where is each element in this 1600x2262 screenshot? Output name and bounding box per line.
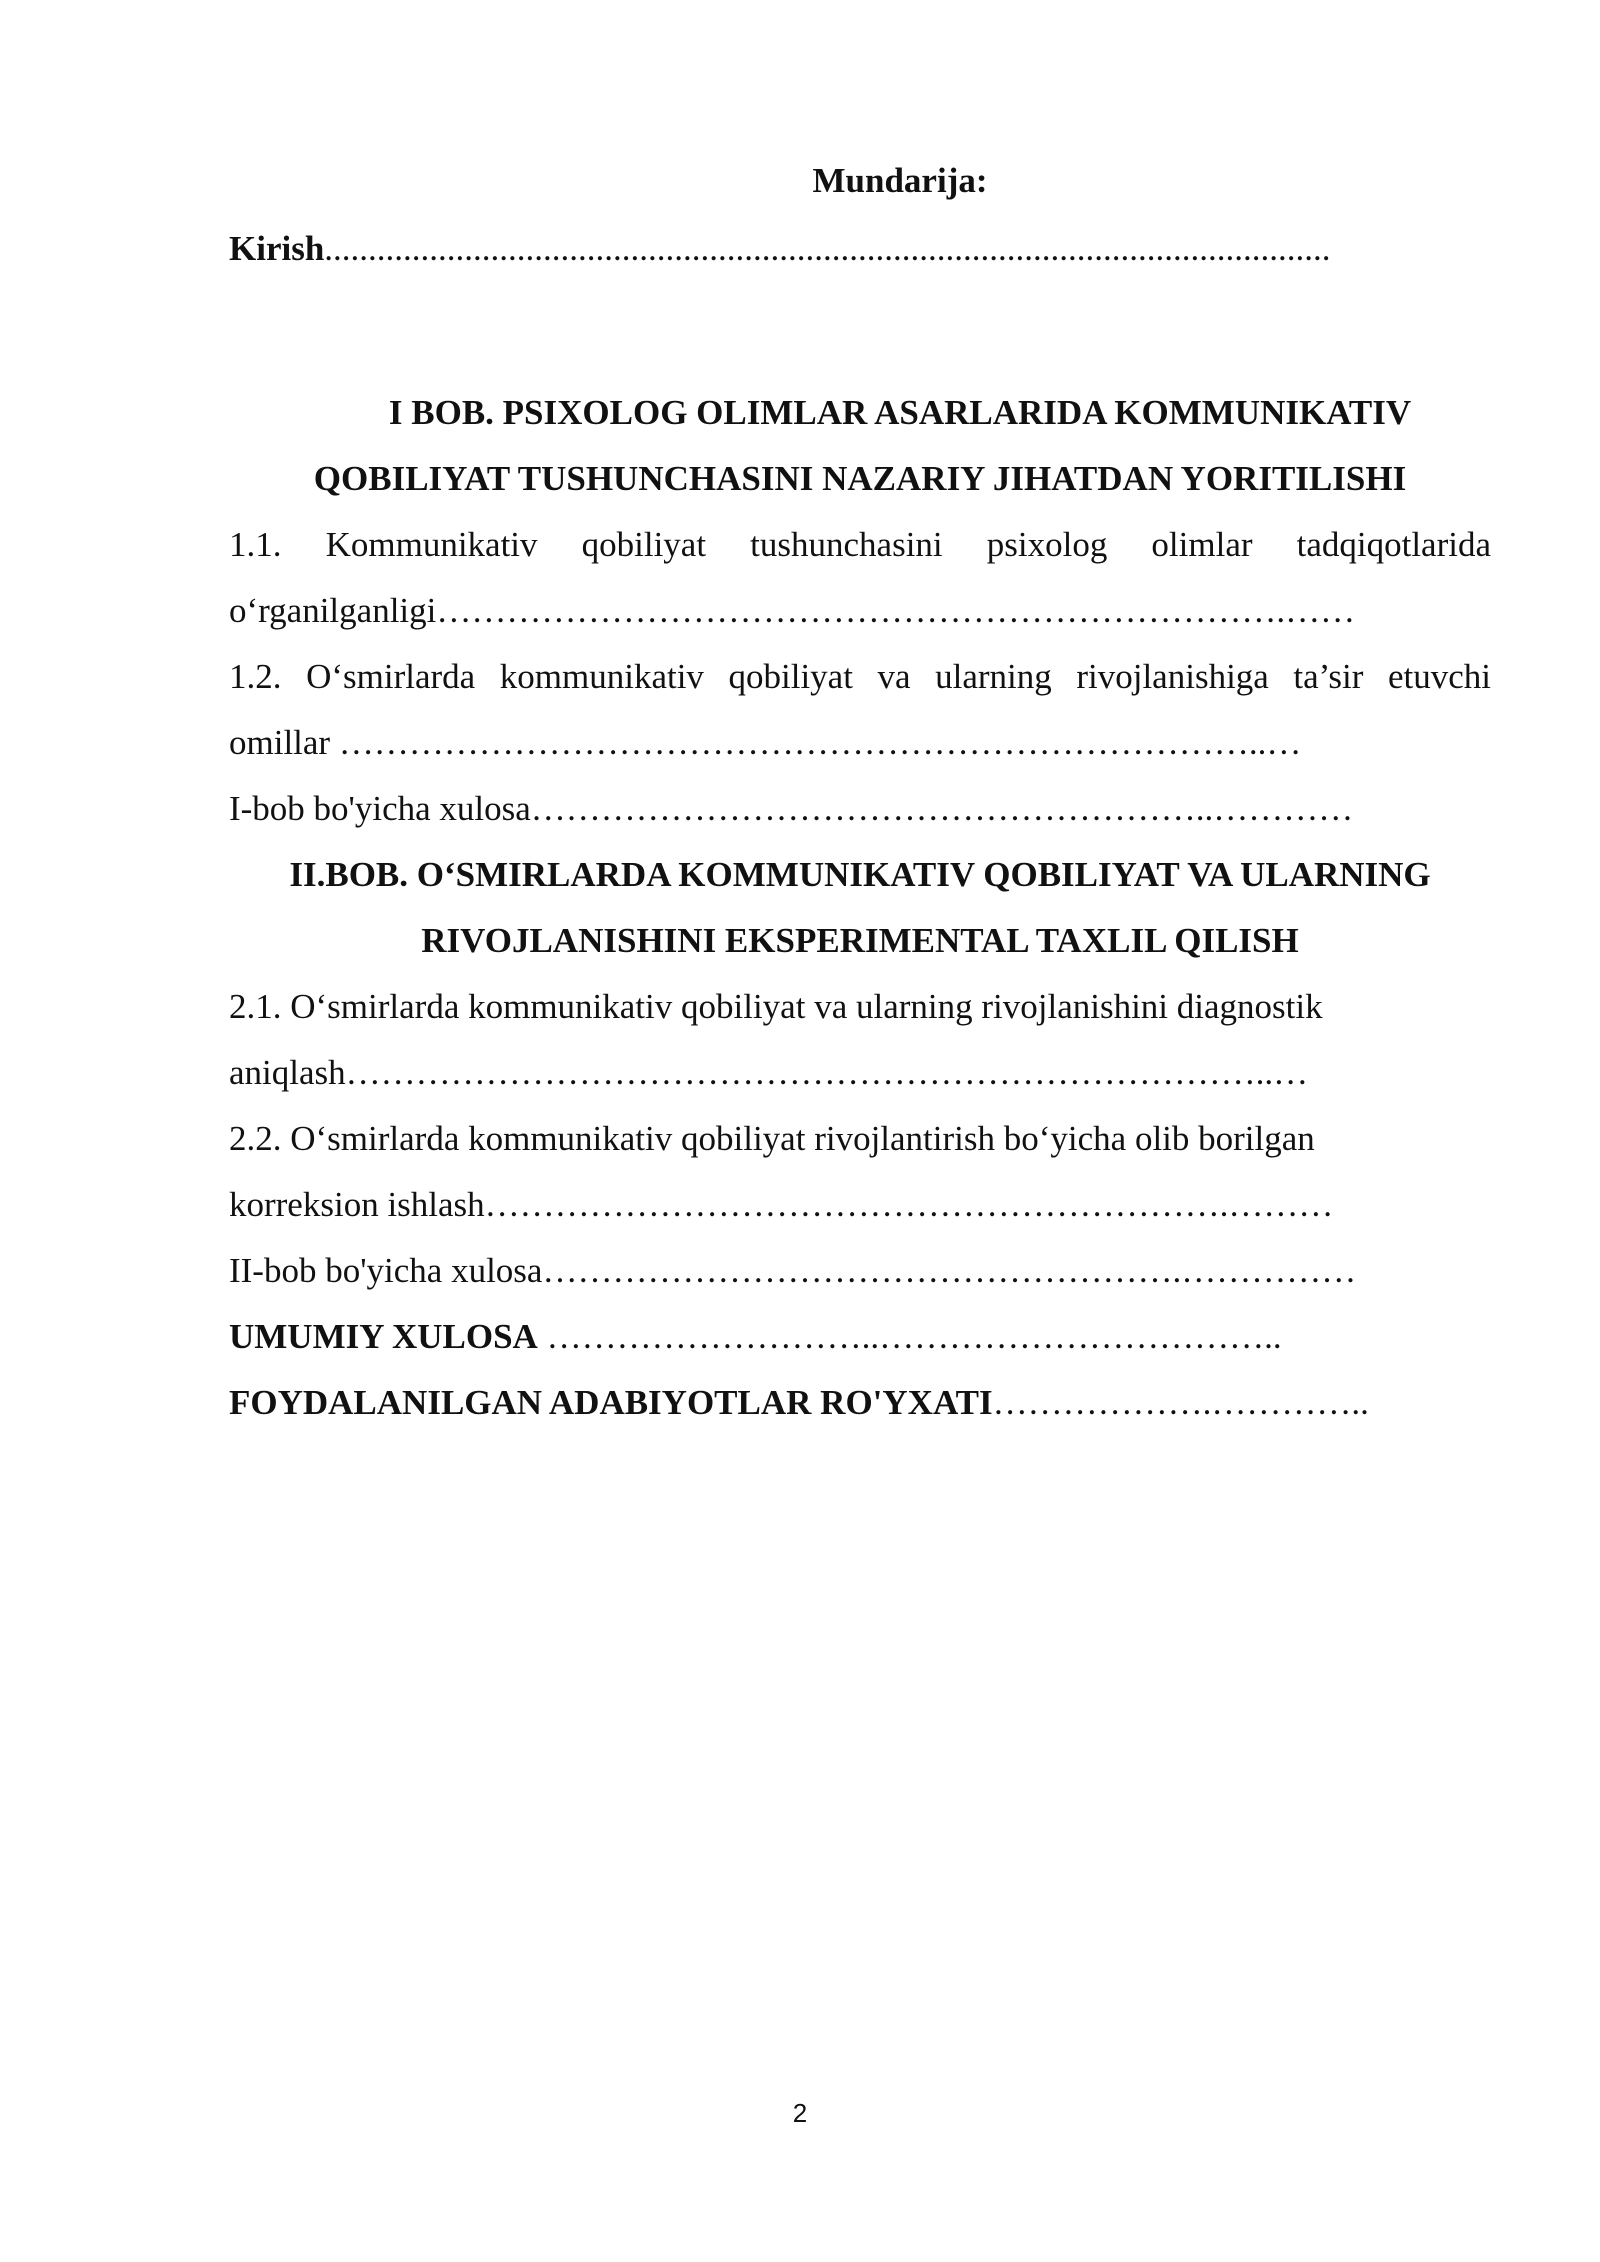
- toc-entry-1-2-line-1: 1.2. O‘smirlarda kommunikativ qobiliyat va ularning rivojlanishiga ta’sir etuvchi: [229, 657, 1491, 696]
- toc-entry-general-conclusion[interactable]: [229, 1304, 1491, 1370]
- spacer: [229, 282, 1491, 380]
- toc-entry-2-1-line-1: 2.1. O‘smirlarda kommunikativ qobiliyat va ularning rivojlanishini diagnostik: [229, 987, 1323, 1026]
- chapter-2-heading-line-1: II.BOB. O‘SMIRLARDA KOMMUNIKATIV QOBILIYAT VA ULARNING: [289, 855, 1431, 894]
- page-number: 2: [792, 2098, 808, 2128]
- toc-entry-1-1-line-1: 1.1. Kommunikativ qobiliyat tushunchasini psixolog olimlar tadqiqotlarida: [229, 525, 1491, 564]
- toc-entry-chapter-1-conclusion[interactable]: [229, 776, 1491, 842]
- toc-entry-references[interactable]: [229, 1370, 1491, 1436]
- toc-entry-label: I-bob bo'yicha xulosa…………………………………………………..…………: [229, 789, 1354, 828]
- toc-entry-intro[interactable]: [229, 216, 1491, 282]
- chapter-1-heading-line-1: I BOB. PSIXOLOG OLIMLAR ASARLARIDA KOMMUNIKATIV: [388, 393, 1412, 432]
- toc-leader: ………………………..……………………………..: [537, 1317, 1282, 1356]
- toc-entry-2-2-line-1: 2.2. O‘smirlarda kommunikativ qobiliyat rivojlantirish bo‘yicha olib borilgan: [229, 1119, 1315, 1158]
- page-title: Mundarija:: [812, 161, 988, 200]
- toc-entry-1-2[interactable]: [229, 644, 1491, 710]
- toc-entry-1-2-line-2: omillar ……………………………………………………………………..…: [229, 723, 1302, 762]
- toc-entry-label: Kirish: [229, 229, 325, 268]
- chapter-2-heading-line-2: RIVOJLANISHINI EKSPERIMENTAL TAXLIL QILISH: [421, 921, 1299, 960]
- toc-leader: ……………….…………..: [992, 1383, 1369, 1422]
- toc-entry-2-2-cont: [229, 1172, 1491, 1238]
- chapter-1-heading-line-2: QOBILIYAT TUSHUNCHASINI NAZARIY JIHATDAN YORITILISHI: [313, 459, 1407, 498]
- toc-entry-chapter-2-conclusion[interactable]: [229, 1238, 1491, 1304]
- toc-entry-label: II-bob bo'yicha xulosa……………………………………………….……………: [229, 1251, 1357, 1290]
- toc-entry-2-1[interactable]: [229, 974, 1491, 1040]
- toc-entry-1-2-cont: [229, 710, 1491, 776]
- chapter-1-heading: [229, 380, 1491, 512]
- toc-leader: ...................................................................................................................: [324, 229, 1331, 268]
- toc-entry-1-1[interactable]: [229, 512, 1491, 578]
- chapter-2-heading: [229, 842, 1491, 974]
- toc-entry-2-2-line-2: korreksion ishlash……………………………………………………….………: [229, 1185, 1334, 1224]
- toc-entry-2-1-cont: [229, 1040, 1491, 1106]
- toc-entry-label: UMUMIY XULOSA: [229, 1317, 538, 1356]
- toc-entry-2-1-line-2: aniqlash……………………………………………………………………..…: [229, 1053, 1309, 1092]
- toc-entry-label: FOYDALANILGAN ADABIYOTLAR RO'YXATI: [229, 1383, 993, 1422]
- toc-entry-1-1-line-2: o‘rganilganligi……………………………………………………………….……: [229, 591, 1356, 630]
- table-of-contents: [229, 148, 1491, 1436]
- toc-entry-1-1-cont: [229, 578, 1491, 644]
- toc-entry-2-2[interactable]: [229, 1106, 1491, 1172]
